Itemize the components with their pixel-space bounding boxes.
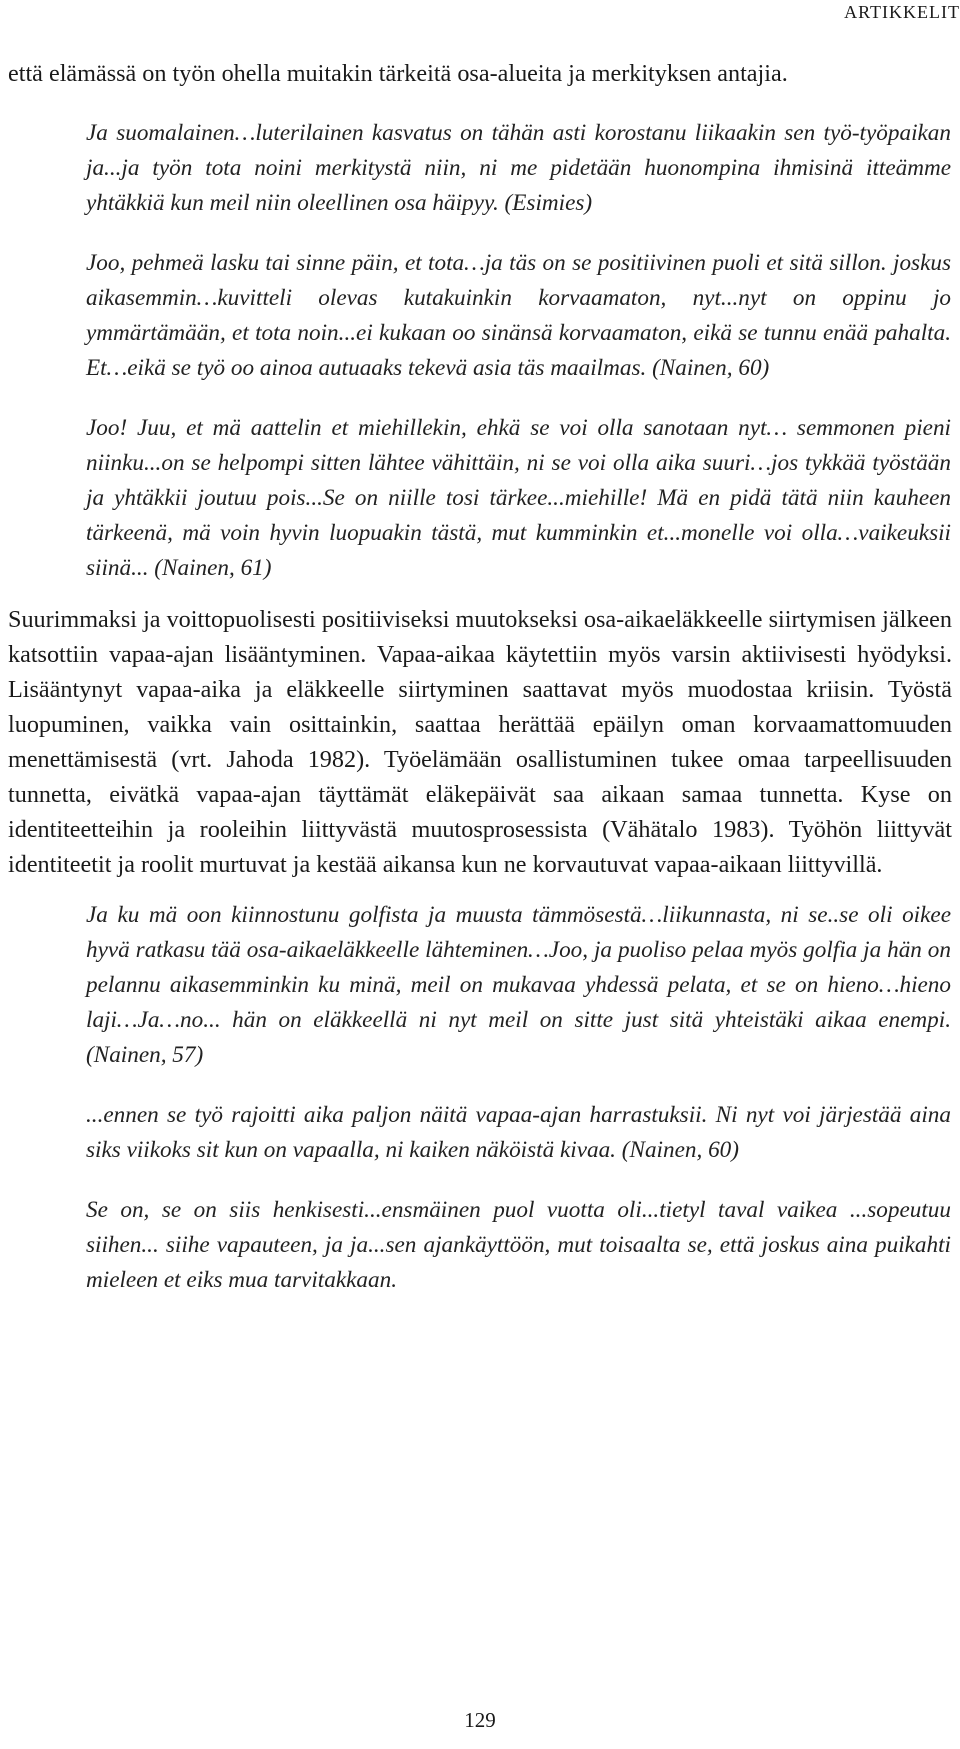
quote-henkisesti: Se on, se on siis henkisesti...ensmäinen puol vuotta oli...tietyl taval vaikea ...sopeutuu siihen... siihe vapauteen, ja ja...sen ajankäyttöön, mut toisaalta se, että joskus aina puikahti mieleen et eiks mua tarvitakkaan.: [86, 1197, 951, 1293]
quote-nainen-60-b: ...ennen se työ rajoitti aika paljon näitä vapaa-ajan harrastuksii. Ni nyt voi järjestää aina siks viikoks sit kun on vapaalla, ni kaiken näköistä kivaa. (Nainen, 60): [86, 1102, 951, 1163]
paragraph-intro: että elämässä on työn ohella muitakin tärkeitä osa-alueita ja merkityksen antajia.: [8, 60, 788, 87]
quote-esimies: Ja suomalainen…luterilainen kasvatus on tähän asti korostanu liikaakin sen työ-työpaikan ja...ja työn tota noini merkitystä niin, ni me pidetään huonompina ihmisinä itteämme yhtäkkiä kun meil niin oleellinen osa häipyy. (Esimies): [86, 120, 951, 216]
page-number: 129: [464, 1708, 496, 1732]
article-body: [8, 56, 952, 1298]
quote-nainen-61: Joo! Juu, et mä aattelin et miehillekin, ehkä se voi olla sanotaan nyt… semmonen pieni niinku...on se helpompi sitten lähtee vähittäin, ni se voi olla aika suuri…jos tykkää työstään ja yhtäkkii joutuu pois...Se on niille tosi tärkee...miehille! Mä en pidä tätä niin kauheen tärkeenä, mä voin hyvin luopuakin tästä, mut kumminkin et...monelle voi olla…vaikeuksii siinä... (Nainen, 61): [86, 415, 951, 581]
quote-nainen-57: Ja ku mä oon kiinnostunu golfista ja muusta tämmösestä…liikunnasta, ni se..se oli oikee hyvä ratkasu tää osa-aikaeläkkeelle lähteminen…Joo, ja puoliso pelaa myös golfia ja hän on pelannu aikasemminkin ku minä, meil on mukavaa yhdessä pelata, et se on hieno…hieno laji…Ja…no... hän on eläkkeellä ni nyt meil on sitte just sitä yhteistäki aikaa enempi. (Nainen, 57): [86, 902, 951, 1068]
quote-nainen-60: Joo, pehmeä lasku tai sinne päin, et tota…ja täs on se positiivinen puoli et sitä sillon. joskus aikasemmin…kuvitteli olevas kutakuinkin korvaamaton, nyt...nyt on oppinu jo ymmärtämään, et tota noin...ei kukaan oo sinänsä korvaamaton, eikä se tunnu enää pahalta. Et…eikä se työ oo ainoa autuaaks tekevä asia täs maailmas. (Nainen, 60): [86, 250, 951, 381]
section-header: ARTIKKELIT: [844, 2, 960, 22]
paragraph-main: Suurimmaksi ja voittopuolisesti positiiviseksi muutokseksi osa-aikaeläkkeelle siirtymisen jälkeen katsottiin vapaa-ajan lisääntyminen. Vapaa-aikaa käytettiin myös varsin aktiivisesti hyödyksi. Lisääntynyt vapaa-aika ja eläkkeelle siirtyminen saattavat myös muodostaa kriisin. Työstä luopuminen, vaikka vain osittainkin, saattaa herättää epäilyn oman korvaamattomuuden menettämisestä (vrt. Jahoda 1982). Työelämään osallistuminen tukee omaa tarpeellisuuden tunnetta, eivätkä vapaa-ajan täyttämät eläkepäivät saa aikaan samaa tunnetta. Kyse on identiteetteihin ja rooleihin liittyvästä muutosprosessista (Vähätalo 1983). Työhön liittyvät identiteetit ja roolit murtuvat ja kestää aikansa kun ne korvautuvat vapaa-aikaan liittyvillä.: [8, 606, 952, 878]
